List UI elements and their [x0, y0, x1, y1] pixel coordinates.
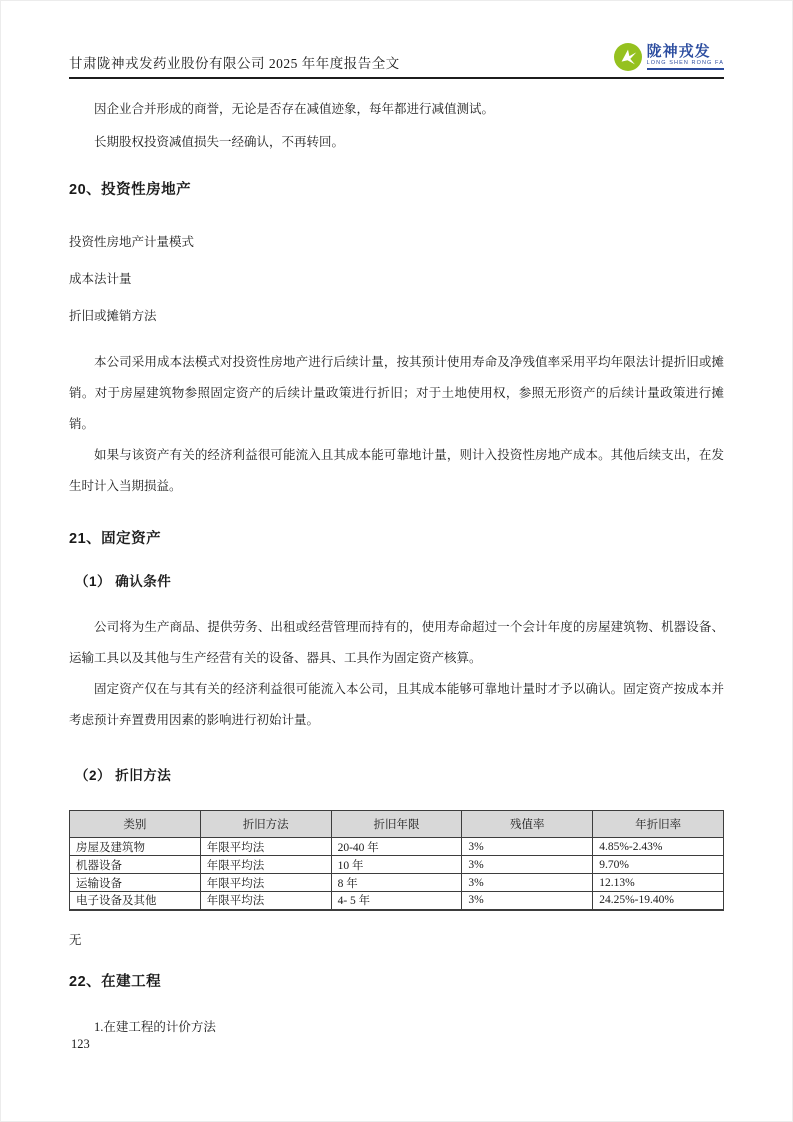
table-row: [70, 838, 724, 856]
cell-method: 年限平均法: [200, 838, 331, 856]
document-title: 甘肃陇神戎发药业股份有限公司 2025 年年度报告全文: [69, 56, 400, 71]
cell-annual-rate: 12.13%: [593, 874, 724, 892]
column-header-residual-rate: 残值率: [462, 811, 593, 838]
cell-life: 4- 5 年: [331, 892, 462, 910]
logo-name-en: LONG SHEN RONG FA: [647, 61, 724, 70]
paragraph-fixed-assets-1: 公司将为生产商品、提供劳务、出租或经营管理而持有的，使用寿命超过一个会计年度的房屋建筑物、机器设备、运输工具以及其他与生产经营有关的设备、器具、工具作为固定资产核算。: [69, 620, 724, 665]
heading-22-construction-in-progress: 22、在建工程: [69, 973, 162, 990]
document-header: [69, 1, 724, 79]
paragraph-investment-property-2: 如果与该资产有关的经济利益很可能流入且其成本能可靠地计量，则计入投资性房地产成本。其他后续支出，在发生时计入当期损益。: [69, 448, 724, 493]
logo-bird-icon: [614, 43, 642, 71]
cell-residual-rate: 3%: [462, 892, 593, 910]
table-row: [70, 874, 724, 892]
cell-residual-rate: 3%: [462, 874, 593, 892]
cell-annual-rate: 9.70%: [593, 856, 724, 874]
depreciation-table: [69, 810, 724, 911]
cell-residual-rate: 3%: [462, 838, 593, 856]
table-header-row: [70, 811, 724, 838]
column-header-method: 折旧方法: [200, 811, 331, 838]
column-header-life: 折旧年限: [331, 811, 462, 838]
cell-life: 20-40 年: [331, 838, 462, 856]
logo-name-cn: 陇神戎发: [646, 43, 711, 61]
cell-annual-rate: 4.85%-2.43%: [593, 838, 724, 856]
paragraph-fixed-assets-2: 固定资产仅在与其有关的经济利益很可能流入本公司，且其成本能够可靠地计量时才予以确认。固定资产按成本并考虑预计弃置费用因素的影响进行初始计量。: [69, 682, 724, 727]
line-measurement-mode: 投资性房地产计量模式: [69, 235, 195, 249]
line-cip-valuation-method: 1.在建工程的计价方法: [94, 1019, 216, 1034]
cell-method: 年限平均法: [200, 892, 331, 910]
cell-life: 10 年: [331, 856, 462, 874]
cell-life: 8 年: [331, 874, 462, 892]
heading-21-1-recognition: （1） 确认条件: [75, 574, 172, 589]
cell-category: 房屋及建筑物: [70, 838, 201, 856]
line-depreciation-method: 折旧或摊销方法: [69, 309, 157, 323]
heading-21-fixed-assets: 21、固定资产: [69, 531, 162, 547]
table-row: [70, 892, 724, 910]
page-number: 123: [71, 1037, 90, 1051]
paragraph-investment-property-1: 本公司采用成本法模式对投资性房地产进行后续计量，按其预计使用寿命及净残值率采用平均年限法计提折旧或摊销。对于房屋建筑物参照固定资产的后续计量政策进行折旧；对于土地使用权，参照无形资产的后续计量政策进行摊销。: [69, 355, 724, 431]
column-header-category: 类别: [70, 811, 201, 838]
cell-method: 年限平均法: [200, 856, 331, 874]
paragraph-lt-equity: 长期股权投资减值损失一经确认，不再转回。: [94, 135, 345, 149]
cell-category: 运输设备: [70, 874, 201, 892]
heading-20-investment-property: 20、投资性房地产: [69, 182, 192, 198]
cell-residual-rate: 3%: [462, 856, 593, 874]
company-logo: [614, 43, 724, 72]
paragraph-goodwill: 因企业合并形成的商誉，无论是否存在减值迹象，每年都进行减值测试。: [94, 102, 495, 116]
logo-wordmark: [647, 44, 724, 70]
line-none: 无: [69, 932, 82, 947]
heading-21-2-depreciation: （2） 折旧方法: [75, 768, 172, 783]
cell-category: 电子设备及其他: [70, 892, 201, 910]
cell-annual-rate: 24.25%-19.40%: [593, 892, 724, 910]
column-header-annual-rate: 年折旧率: [593, 811, 724, 838]
cell-category: 机器设备: [70, 856, 201, 874]
cell-method: 年限平均法: [200, 874, 331, 892]
table-row: [70, 856, 724, 874]
line-cost-method: 成本法计量: [69, 272, 132, 286]
